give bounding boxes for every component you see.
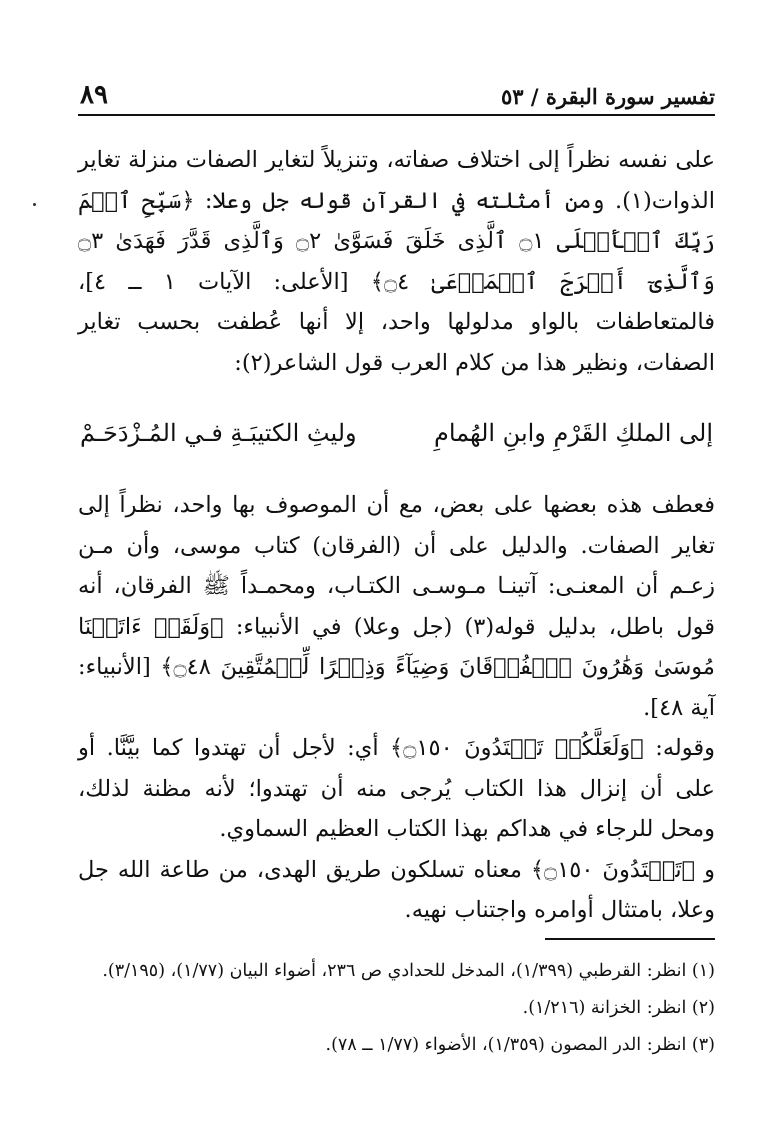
footnote-separator [545, 938, 715, 940]
paragraph-3: وقوله: ﴿وَلَعَلَّكُمۡ تَهۡتَدُونَ ۝١٥٠﴾ أي: لأجل أن تهتدوا كما بيَّنَّا. أو على أن إنزال هذا الكتاب يُرجى منه أن تهتدوا؛ لأنه مظنة لذلك، ومحل للرجاء في هداكم بهذا الكتاب العظيم السماوي. [78, 735, 715, 842]
margin-dot [33, 203, 36, 206]
page-number: ٨٩ [80, 80, 108, 110]
paragraph-1: على نفسه نظراً إلى اختلاف صفاته، وتنزيلاً لتغاير الصفات منزلة تغاير الذوات(١). ومن أمثلته في القرآن قوله جل وعلا: ﴿سَبِّحِ ٱسۡمَ رَبِّكَ ٱلۡأَعۡلَى ۝١ ٱلَّذِى خَلَقَ فَسَوَّىٰ ۝٢ وَٱلَّذِى قَدَّرَ فَهَدَىٰ ۝٣ وَٱلَّذِىٓ أَخۡرَجَ ٱلۡمَرۡعَىٰ ۝٤﴾ [الأعلى: الآيات ١ ــ ٤]، فالمتعاطفات بالواو مدلولها واحد، إلا أنها عُطفت بحسب تغاير الصفات، ونظير هذا من كلام العرب قول الشاعر(٢): [78, 147, 715, 376]
verse-second-hemistich: وليثِ الكتيبَـةِ فـي المُـزْدَحَـمْ [80, 419, 357, 447]
poetry-verse [78, 413, 715, 453]
paragraph-2: فعطف هذه بعضها على بعض، مع أن الموصوف بها واحد، نظراً إلى تغاير الصفات. والدليل على أن (الفرقان) كتاب موسى، وأن مـن زعـم أن المعنـى: آتينـا مـوسـى الكتـاب، ومحمـداً ﷺ الفرقان، أنه قول باطل، بدليل قوله(٣) (جل وعلا) في الأنبياء: ﴿وَلَقَدۡ ءَاتَيۡنَا مُوسَىٰ وَهَٰرُونَ ٱلۡفُرۡقَانَ وَضِيَآءً وَذِكۡرًا لِّلۡمُتَّقِينَ ۝٤٨﴾ [الأنبياء: آية ٤٨]. [78, 492, 715, 721]
footnote-1: (١) انظر: القرطبي (١/٣٩٩)، المدخل للحدادي ص ٢٣٦، أضواء البيان (١/٧٧)، (٣/١٩٥). [102, 961, 715, 981]
main-text [78, 140, 715, 931]
footnote-2: (٢) انظر: الخزانة (١/٢١٦). [522, 998, 715, 1018]
verse-first-hemistich: إلى الملكِ القَرْمِ وابنِ الهُمامِ [433, 419, 713, 447]
footnotes [78, 938, 715, 1067]
footnote-3: (٣) انظر: الدر المصون (١/٣٥٩)، الأضواء (١/٧٧ ــ ٧٨). [325, 1035, 715, 1055]
page-header [78, 80, 715, 116]
paragraph-4: و ﴿تَهۡتَدُونَ ۝١٥٠﴾ معناه تسلكون طريق الهدى، من طاعة الله جل وعلا، بامتثال أوامره واجتناب نهيه. [78, 856, 715, 923]
running-title: تفسير سورة البقرة / ٥٣ [501, 84, 715, 109]
